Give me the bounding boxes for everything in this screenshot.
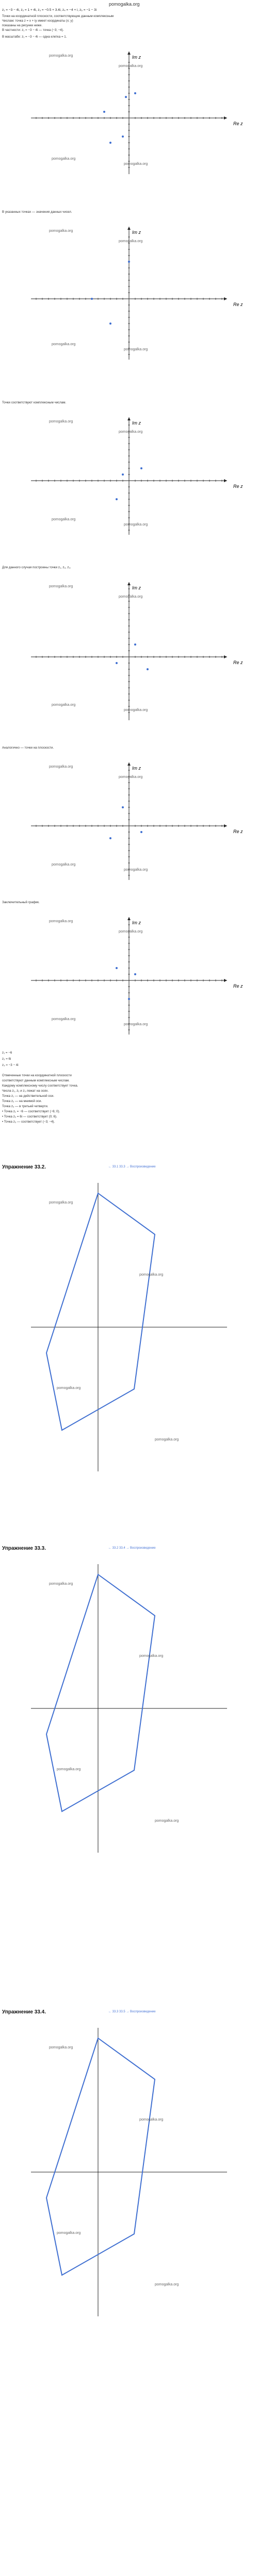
figure-polygon <box>46 2038 155 2275</box>
y-arrow-icon <box>127 227 131 230</box>
exercise-toolbar[interactable]: ← 33.2 33.4 → Воспроизведение <box>108 1547 156 1550</box>
exercise-figure <box>0 1173 258 1482</box>
watermark: pomogalka.org <box>52 518 76 521</box>
watermark: pomogalka.org <box>139 1273 164 1277</box>
re-axis-label: Re z <box>233 660 243 665</box>
point-marker <box>122 135 124 138</box>
watermark: pomogalka.org <box>139 2118 164 2122</box>
watermark: pomogalka.org <box>57 2231 81 2235</box>
watermark: pomogalka.org <box>49 2046 73 2049</box>
watermark: pomogalka.org <box>124 162 148 166</box>
im-axis-label: Im z <box>132 585 141 590</box>
watermark: pomogalka.org <box>52 157 76 161</box>
point-marker <box>109 323 111 325</box>
coordinate-plane <box>0 572 258 726</box>
answer-text: Точка z₁ — на действительной оси. <box>2 1094 54 1098</box>
point-marker <box>122 473 124 476</box>
coordinate-plane <box>0 752 258 886</box>
im-axis-label: Im z <box>132 766 141 771</box>
im-axis-label: Im z <box>132 230 141 235</box>
point-marker <box>128 998 130 1000</box>
re-axis-label: Re z <box>233 829 243 834</box>
watermark: pomogalka.org <box>119 930 143 934</box>
watermark: pomogalka.org <box>124 868 148 872</box>
watermark: pomogalka.org <box>49 420 73 423</box>
answer-line: z₂ = 6i <box>2 1057 11 1061</box>
exercise-title: Упражнение 33.3. <box>2 1546 46 1551</box>
coordinate-plane <box>0 41 258 180</box>
watermark: pomogalka.org <box>49 54 73 58</box>
exercise-title: Упражнение 33.2. <box>2 1164 46 1170</box>
im-axis-label: Im z <box>132 55 141 60</box>
coordinate-plane <box>0 407 258 541</box>
watermark: pomogalka.org <box>119 775 143 779</box>
answer-text: • Точка z₁ = −6 — соответствует (−6; 0). <box>2 1110 60 1113</box>
exercise-title: Упражнение 33.4. <box>2 2009 46 2015</box>
answer-text: • Точка z₃ — соответствует (−3; −4). <box>2 1120 55 1124</box>
watermark: pomogalka.org <box>49 1201 73 1205</box>
point-marker <box>125 96 127 98</box>
intro-line: В частности: z₁ = −3 − 4i — точка (−3; −4). <box>2 28 64 32</box>
point-marker <box>103 111 105 113</box>
watermark: pomogalka.org <box>52 703 76 707</box>
watermark: pomogalka.org <box>124 523 148 527</box>
watermark: pomogalka.org <box>49 920 73 923</box>
watermark: pomogalka.org <box>124 1023 148 1026</box>
plane-caption: В масштабе: z₁ = −3 − 4i — одна клетка = 1. <box>2 35 67 39</box>
exercise-figure <box>0 2018 258 2327</box>
watermark: pomogalka.org <box>155 2283 179 2286</box>
figure-polygon <box>46 1193 155 1430</box>
watermark: pomogalka.org <box>119 595 143 599</box>
intro-formula: z₁ = −3 − 4i, z₂ = 1 + 4i, z₃ = −0.5 + 3.4i, z₄ = −4 + i, z₅ = −1 − 3i <box>2 8 97 12</box>
point-marker <box>91 298 93 300</box>
point-marker <box>116 498 118 500</box>
watermark: pomogalka.org <box>155 1819 179 1823</box>
x-arrow-icon <box>224 116 227 120</box>
point-marker <box>122 806 124 808</box>
answer-line: z₁ = −6 <box>2 1051 12 1055</box>
watermark: pomogalka.org <box>119 64 143 68</box>
watermark: pomogalka.org <box>124 348 148 351</box>
plane-caption: Заключительный график. <box>2 901 40 904</box>
answer-text: Точка z₂ — на мнимой оси. <box>2 1099 42 1103</box>
watermark: pomogalka.org <box>57 1386 81 1390</box>
intro-line: показаны на рисунке ниже. <box>2 24 43 27</box>
re-axis-label: Re z <box>233 302 243 307</box>
exercise-toolbar[interactable]: ← 33.3 33.5 → Воспроизведение <box>108 2010 156 2013</box>
re-axis-label: Re z <box>233 984 243 989</box>
exercise-toolbar[interactable]: ← 33.1 33.3 → Воспроизведение <box>108 1165 156 1168</box>
point-marker <box>134 973 136 975</box>
watermark: pomogalka.org <box>49 765 73 769</box>
brand-title[interactable]: pomogalka.org <box>109 2 140 7</box>
answer-text: Каждому комплексному числу соответствует точка. <box>2 1084 78 1088</box>
plane-caption: Аналогично — точки на плоскости. <box>2 746 54 750</box>
coordinate-plane <box>0 907 258 1041</box>
point-marker <box>147 668 149 670</box>
watermark: pomogalka.org <box>139 1654 164 1658</box>
x-arrow-icon <box>224 655 227 658</box>
x-arrow-icon <box>224 979 227 982</box>
answer-text: Числа z₁, z₂ и z₃ лежат на осях. <box>2 1089 49 1093</box>
figure-polygon <box>46 1574 155 1811</box>
intro-line: Точки на координатной плоскости, соответствующие данным комплексным <box>2 14 114 18</box>
watermark: pomogalka.org <box>57 1768 81 1771</box>
watermark: pomogalka.org <box>49 585 73 588</box>
point-marker <box>140 467 142 469</box>
y-arrow-icon <box>127 582 131 585</box>
point-marker <box>128 261 130 263</box>
answer-text: соответствуют данным комплексным числам. <box>2 1079 70 1082</box>
watermark: pomogalka.org <box>119 240 143 243</box>
re-axis-label: Re z <box>233 484 243 489</box>
answer-text: Точка z₃ — в третьей четверти. <box>2 1105 49 1108</box>
point-marker <box>116 967 118 969</box>
y-arrow-icon <box>127 52 131 55</box>
y-arrow-icon <box>127 417 131 420</box>
watermark: pomogalka.org <box>119 430 143 434</box>
point-marker <box>109 142 111 144</box>
watermark: pomogalka.org <box>155 1438 179 1442</box>
point-marker <box>134 643 136 646</box>
watermark: pomogalka.org <box>124 708 148 712</box>
answer-text: Отмеченные точки на координатной плоскости <box>2 1074 72 1077</box>
exercise-figure <box>0 1554 258 1863</box>
im-axis-label: Im z <box>132 420 141 426</box>
watermark: pomogalka.org <box>52 343 76 346</box>
x-arrow-icon <box>224 297 227 300</box>
watermark: pomogalka.org <box>49 229 73 233</box>
x-arrow-icon <box>224 824 227 827</box>
y-arrow-icon <box>127 917 131 920</box>
point-marker <box>134 92 136 94</box>
answer-line: z₃ = −3 − 4i <box>2 1063 19 1067</box>
answer-text: • Точка z₂ = 6i — соответствует (0; 6). <box>2 1115 57 1118</box>
re-axis-label: Re z <box>233 121 243 126</box>
point-marker <box>140 831 142 833</box>
point-marker <box>109 837 111 839</box>
im-axis-label: Im z <box>132 920 141 925</box>
plane-caption: В указанных точках — значения данных чисел. <box>2 210 72 214</box>
y-arrow-icon <box>127 762 131 766</box>
coordinate-plane <box>0 216 258 366</box>
plane-caption: Для данного случая построены точки z₁, z₂, z₃. <box>2 566 71 569</box>
watermark: pomogalka.org <box>52 1018 76 1021</box>
point-marker <box>116 662 118 664</box>
intro-line: Числам: точка z = x + iy имеет координаты (x; y) <box>2 19 73 23</box>
plane-caption: Точки соответствуют комплексным числам. <box>2 401 67 404</box>
watermark: pomogalka.org <box>52 863 76 867</box>
watermark: pomogalka.org <box>49 1582 73 1586</box>
x-arrow-icon <box>224 479 227 482</box>
